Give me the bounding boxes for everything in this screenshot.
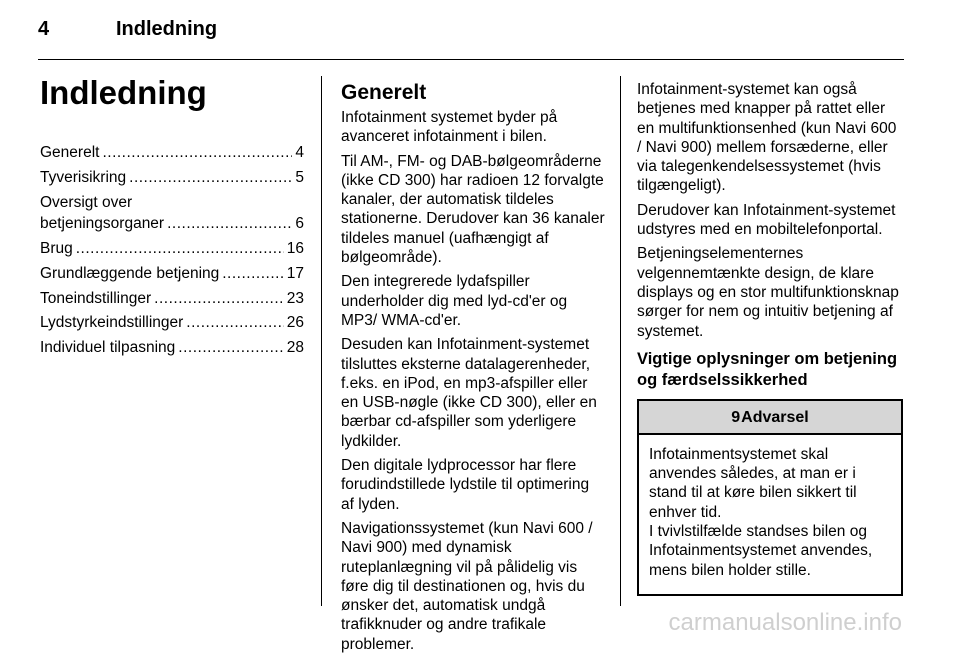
page-number: 4: [38, 18, 50, 40]
toc-entry[interactable]: Oversigt over betjeningsorganer ..... 6: [40, 192, 304, 235]
column-divider: [321, 76, 322, 606]
paragraph: Betjeningselementernes velgennemtænkte design, de klare displays og en stor multifunktionsknap sørger for nem og intuitiv betjening af systemet.: [637, 245, 899, 340]
toc-entry[interactable]: Generelt ..... 4: [40, 142, 304, 164]
table-of-contents: [40, 142, 304, 359]
generelt-column: [341, 80, 605, 659]
paragraph: Den integrerede lydafspiller underholder dig med lyd-cd'er og MP3/ WMA-cd'er.: [341, 273, 568, 329]
column-divider: [620, 76, 621, 606]
toc-entry[interactable]: Toneindstillinger ..... 23: [40, 288, 304, 310]
paragraph: Derudover kan Infotainment-systemet udstyres med en mobiltelefonportal.: [637, 201, 896, 239]
warning-text: Infotainmentsystemet skal anvendes således, at man er i stand til at køre bilen sikkert til enhver tid.: [649, 445, 857, 521]
chapter-title: Indledning: [40, 74, 207, 111]
toc-entry[interactable]: Grundlæggende betjening ..... 17: [40, 263, 304, 285]
warning-header: [639, 401, 901, 435]
paragraph: Til AM-, FM- og DAB-bølgeområderne (ikke CD 300) har radioen 12 forvalgte kanaler, der automatisk tildeles stationerne. Derudover kan 36 kanaler tildeles manuel (uafhængigt af bølgeområde).: [341, 152, 605, 267]
toc-entry[interactable]: Individuel tilpasning ..... 28: [40, 337, 304, 359]
warning-box: [637, 399, 903, 596]
paragraph: Den digitale lydprocessor har flere forudindstillede lydstile til optimering af lyden.: [341, 457, 590, 513]
toc-entry[interactable]: Brug ..... 16: [40, 238, 304, 260]
section-heading: Generelt: [341, 81, 427, 104]
section-title: Indledning: [116, 18, 218, 40]
right-column: [637, 80, 903, 596]
toc-entry[interactable]: Tyverisikring ..... 5: [40, 167, 304, 189]
paragraph: Navigationssystemet (kun Navi 600 / Navi 900) med dynamisk ruteplanlægning vil på pålidelig vis føre dig til destinationen og, hvis du ønsker det, automatisk undgå trafikknuder og andre trafikale problemer.: [341, 519, 593, 653]
paragraph: Infotainment-systemet kan også betjenes med knapper på rattet eller en multifunktionsenhed (kun Navi 600 / Navi 900) mellem forsæderne, eller via talegenkendelsessystemet (hvis tilgængeligt).: [637, 81, 897, 195]
warning-icon: 9: [731, 408, 741, 426]
header-rule: [38, 59, 904, 60]
watermark: carmanualsonline.info: [668, 609, 902, 636]
paragraph: Infotainment systemet byder på avanceret infotainment i bilen.: [341, 109, 558, 146]
subheading: Vigtige oplysninger om betjening og færdselssikkerhed: [637, 349, 898, 389]
warning-text: I tvivlstilfælde standses bilen og Infotainmentsystemet anvendes, mens bilen holder stille.: [649, 523, 873, 579]
warning-body: [639, 435, 901, 594]
paragraph: Desuden kan Infotainment-systemet tilsluttes eksterne datalagerenheder, f.eks. en iPod, en mp3-afspiller eller en USB-nøgle (ikke CD 300), eller en bærbar cd-afspiller som yderligere lydkilder.: [341, 336, 597, 450]
toc-column: [40, 72, 304, 362]
warning-title: Advarsel: [741, 408, 809, 426]
toc-entry[interactable]: Lydstyrkeindstillinger ..... 26: [40, 312, 304, 334]
